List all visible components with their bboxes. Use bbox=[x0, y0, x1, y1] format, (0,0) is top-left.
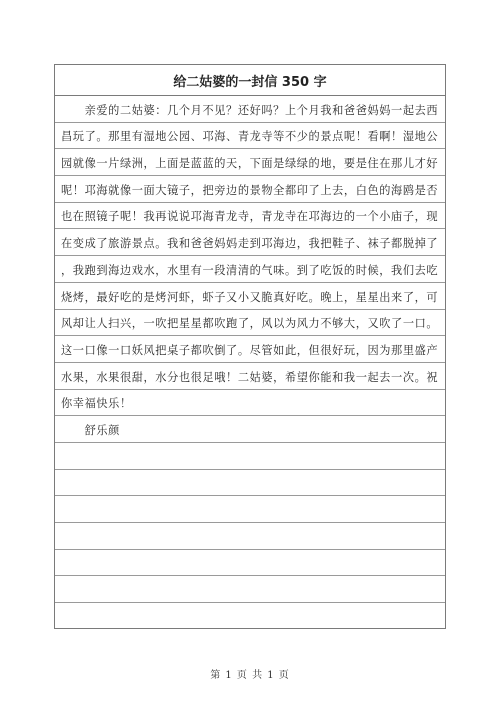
ruled-lines bbox=[55, 96, 445, 630]
text-line: 你幸福快乐！ bbox=[55, 390, 445, 417]
signature-line: 舒乐颜 bbox=[55, 416, 445, 443]
blank-line bbox=[55, 603, 445, 630]
text-line: 风却让人扫兴，一吹把星星都吹跑了，风以为风力不够大，又吹了一口。 bbox=[55, 310, 445, 337]
text-line: 烧烤，最好吃的是烤河虾，虾子又小又脆真好吃。晚上，星星出来了，可 bbox=[55, 283, 445, 310]
blank-line bbox=[55, 496, 445, 523]
page-number: 第 1 页 共 1 页 bbox=[210, 670, 290, 681]
blank-line bbox=[55, 576, 445, 603]
blank-line bbox=[55, 550, 445, 577]
text-line: 在变成了旅游景点。我和爸爸妈妈走到邛海边，我把鞋子、袜子都脱掉了 bbox=[55, 229, 445, 256]
text-line: 这一口像一口妖风把桌子都吹倒了。尽管如此，但很好玩，因为那里盛产 bbox=[55, 336, 445, 363]
text-line: 呢！邛海就像一面大镜子，把旁边的景物全都印了上去，白色的海鸥是否 bbox=[55, 176, 445, 203]
letter-sheet bbox=[54, 64, 446, 629]
text-line: 亲爱的二姑婆：几个月不见？还好吗？上个月我和爸爸妈妈一起去西 bbox=[55, 96, 445, 123]
blank-line bbox=[55, 470, 445, 497]
blank-line bbox=[55, 443, 445, 470]
blank-line bbox=[55, 523, 445, 550]
text-line: 昌玩了。那里有湿地公园、邛海、青龙寺等不少的景点呢！看啊！湿地公 bbox=[55, 123, 445, 150]
text-line: 也在照镜子呢！我再说说邛海青龙寺，青龙寺在邛海边的一个小庙子，现 bbox=[55, 203, 445, 230]
text-line: 园就像一片绿洲，上面是蓝蓝的天，下面是绿绿的地，要是住在那儿才好 bbox=[55, 149, 445, 176]
document-title: 给二姑婆的一封信 350 字 bbox=[55, 65, 445, 96]
text-line: ，我跑到海边戏水，水里有一段清清的气味。到了吃饭的时候，我们去吃 bbox=[55, 256, 445, 283]
text-line: 水果，水果很甜，水分也很足哦！二姑婆，希望你能和我一起去一次。祝 bbox=[55, 363, 445, 390]
